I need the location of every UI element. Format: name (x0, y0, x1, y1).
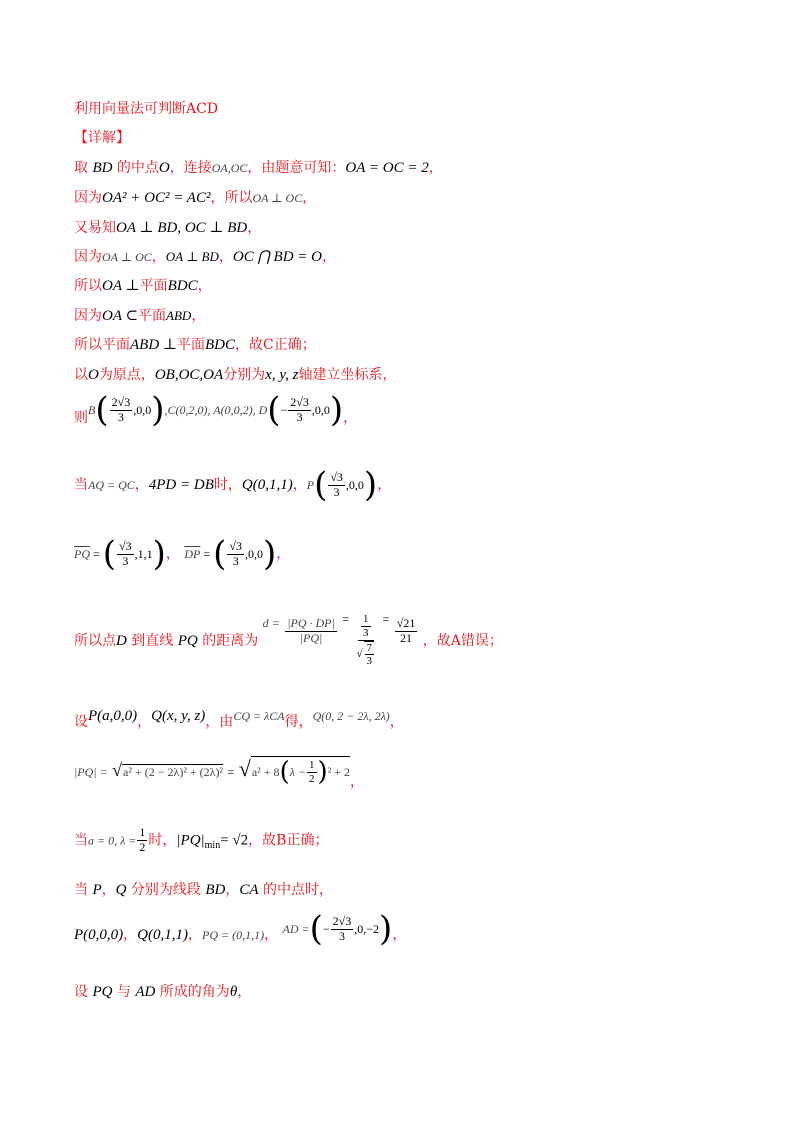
step-line-6: 因为OA ⊂平面ABD， (74, 308, 206, 324)
intro-text: 利用向量法可判断ACD (74, 101, 219, 117)
step-line-4: 因为OA ⊥ OC，OA ⊥ BD，OC ⋂ BD = O， (74, 249, 336, 265)
section-label: 【详解】 (74, 130, 130, 146)
parameter-line: 设P(a,0,0)，Q(x, y, z)，由CQ = λCA得，Q(0, 2 − 2λ, 2λ)， (74, 708, 404, 730)
step-line-1: 取 BD 的中点O，连接OA,OC，由题意可知：OA = OC = 2， (74, 160, 443, 176)
vector-line: $\overline{PQ}$ = ( $\frac{√3}{3}$ ,1,1)， $\overline{DP}$ = ( $\frac{√3}{3}$ ,0,0)， (74, 534, 291, 574)
midpoint-line: 当 P，Q 分别为线段 BD，CA 的中点时， (74, 882, 333, 898)
coordinates-line: 则B( $\frac{2√3}{3}$ ,0,0),C(0,2,0), A(0,0,2), D(− $\frac{2√3}{3}$ ,0,0)， (74, 390, 358, 430)
step-line-3: 又易知OA ⊥ BD, OC ⊥ BD， (74, 220, 262, 236)
step-line-5: 所以OA ⊥平面BDC， (74, 278, 212, 294)
condition-line: 当AQ = QC，4PD = DB时，Q(0,1,1)，P( $\frac{√3}{3}$ ,0,0)， (74, 465, 392, 505)
distance-line: 所以点D 到直线 PQ 的距离为 d = $\frac{|PQ \cdot DP|}{|PQ|}$ = $\frac{1}{3}$ √ $\frac{7}{3}$ = $\frac{√21}{21}$ ，故A错误； (74, 612, 503, 668)
angle-line: 设 PQ 与 AD 所成的角为θ， (74, 984, 252, 1000)
step-line-8: 以O为原点，OB,OC,OA分别为x, y, z轴建立坐标系， (74, 367, 397, 383)
points-line: P(0,0,0)，Q(0,1,1)，PQ = (0,1,1)， AD =(− $\frac{2√3}{3}$ ,0,−2)， (74, 909, 407, 949)
intro-line (74, 98, 218, 118)
step-line-2: 因为OA² + OC² = AC²，所以OA ⊥ OC， (74, 190, 317, 206)
section-heading (74, 127, 130, 147)
pq-length-line: |PQ| = √a² + (2 − 2λ)² + (2λ)² = √a² + 8(λ − $\frac{1}{2}$ )² + 2， (74, 756, 365, 791)
step-line-7: 所以平面ABD ⊥平面BDC，故C正确； (74, 337, 316, 353)
minimum-line: 当a = 0, λ = $\frac{1}{2}$ 时，$|PQ|_{min}= √2$，故B正确； (74, 825, 329, 854)
